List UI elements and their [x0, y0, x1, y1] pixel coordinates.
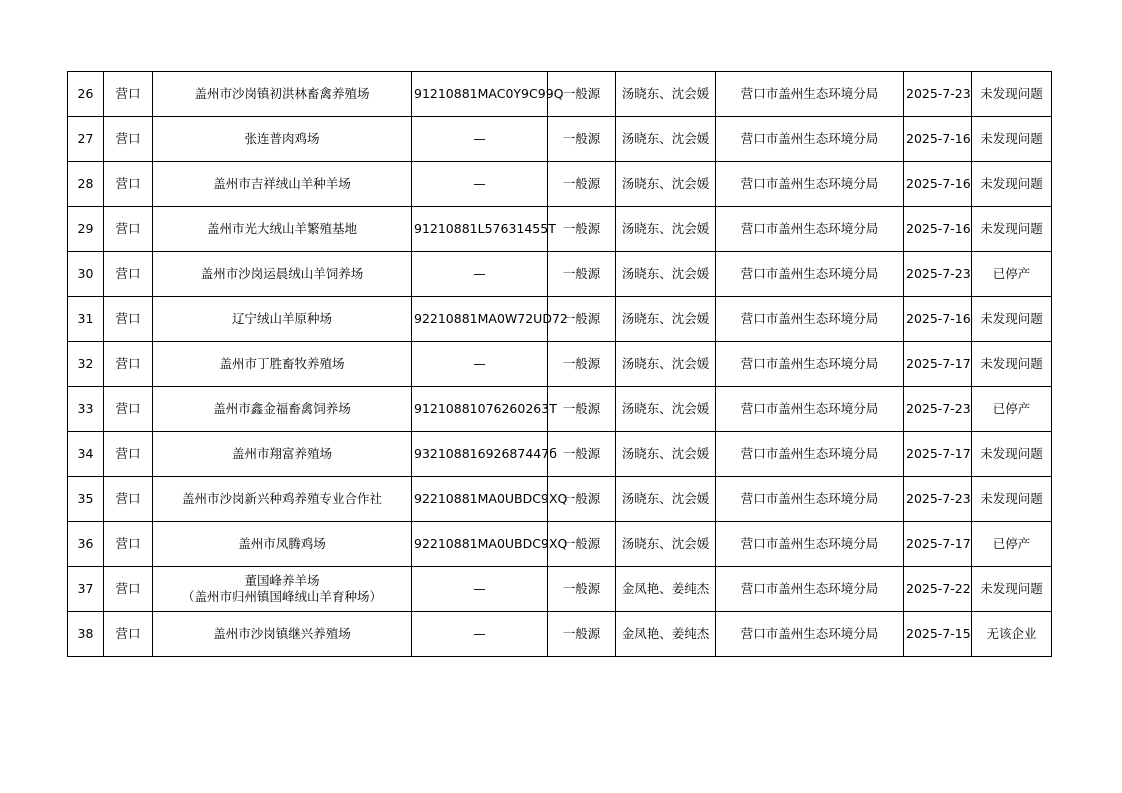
- enterprise-name-cell: 盖州市沙岗镇继兴养殖场: [153, 612, 412, 657]
- inspection-date-cell: 2025-7-16: [904, 117, 972, 162]
- row-number-cell: 32: [68, 342, 104, 387]
- inspectors-cell: 金凤艳、姜纯杰: [616, 567, 716, 612]
- inspectors-cell: 汤晓东、沈会媛: [616, 432, 716, 477]
- agency-cell: 营口市盖州生态环境分局: [716, 432, 904, 477]
- credit-code-cell: —: [412, 342, 548, 387]
- row-number-cell: 35: [68, 477, 104, 522]
- city-cell: 营口: [104, 207, 153, 252]
- credit-code-cell: —: [412, 117, 548, 162]
- credit-code-cell: 92210881MA0W72UD72: [412, 297, 548, 342]
- credit-code-cell: 91210881L57631455T: [412, 207, 548, 252]
- table-row: [68, 72, 1052, 117]
- credit-code-cell: —: [412, 252, 548, 297]
- row-number-cell: 29: [68, 207, 104, 252]
- table-row: [68, 252, 1052, 297]
- table-row: [68, 117, 1052, 162]
- agency-cell: 营口市盖州生态环境分局: [716, 162, 904, 207]
- inspectors-cell: 汤晓东、沈会媛: [616, 207, 716, 252]
- result-cell: 未发现问题: [972, 207, 1052, 252]
- table-body: [68, 72, 1052, 657]
- inspectors-cell: 汤晓东、沈会媛: [616, 297, 716, 342]
- inspectors-cell: 汤晓东、沈会媛: [616, 342, 716, 387]
- agency-cell: 营口市盖州生态环境分局: [716, 342, 904, 387]
- source-type-cell: 一般源: [548, 162, 616, 207]
- source-type-cell: 一般源: [548, 207, 616, 252]
- result-cell: 未发现问题: [972, 477, 1052, 522]
- inspection-date-cell: 2025-7-17: [904, 342, 972, 387]
- city-cell: 营口: [104, 612, 153, 657]
- source-type-cell: 一般源: [548, 297, 616, 342]
- source-type-cell: 一般源: [548, 477, 616, 522]
- enterprise-name-line2: （盖州市归州镇国峰绒山羊育种场）: [181, 589, 382, 604]
- city-cell: 营口: [104, 432, 153, 477]
- agency-cell: 营口市盖州生态环境分局: [716, 387, 904, 432]
- credit-code-cell: 92210881MA0UBDC9XQ: [412, 477, 548, 522]
- enterprise-name-cell: 辽宁绒山羊原种场: [153, 297, 412, 342]
- enterprise-name-cell: 盖州市吉祥绒山羊种羊场: [153, 162, 412, 207]
- inspection-date-cell: 2025-7-23: [904, 252, 972, 297]
- enterprise-name-cell: 盖州市鑫金福畜禽饲养场: [153, 387, 412, 432]
- result-cell: 无该企业: [972, 612, 1052, 657]
- row-number-cell: 30: [68, 252, 104, 297]
- agency-cell: 营口市盖州生态环境分局: [716, 567, 904, 612]
- inspectors-cell: 汤晓东、沈会媛: [616, 117, 716, 162]
- inspection-date-cell: 2025-7-23: [904, 477, 972, 522]
- inspection-date-cell: 2025-7-17: [904, 522, 972, 567]
- inspection-date-cell: 2025-7-23: [904, 387, 972, 432]
- result-cell: 未发现问题: [972, 162, 1052, 207]
- result-cell: 已停产: [972, 522, 1052, 567]
- city-cell: 营口: [104, 567, 153, 612]
- inspection-table: [67, 71, 1052, 657]
- city-cell: 营口: [104, 297, 153, 342]
- table-row: [68, 297, 1052, 342]
- enterprise-name-cell: 盖州市沙岗镇初洪林畜禽养殖场: [153, 72, 412, 117]
- row-number-cell: 36: [68, 522, 104, 567]
- enterprise-name-cell: 盖州市翔富养殖场: [153, 432, 412, 477]
- result-cell: 未发现问题: [972, 72, 1052, 117]
- inspection-date-cell: 2025-7-16: [904, 207, 972, 252]
- source-type-cell: 一般源: [548, 342, 616, 387]
- inspection-date-cell: 2025-7-15: [904, 612, 972, 657]
- city-cell: 营口: [104, 387, 153, 432]
- source-type-cell: 一般源: [548, 252, 616, 297]
- table-row: [68, 477, 1052, 522]
- row-number-cell: 27: [68, 117, 104, 162]
- row-number-cell: 38: [68, 612, 104, 657]
- city-cell: 营口: [104, 522, 153, 567]
- agency-cell: 营口市盖州生态环境分局: [716, 72, 904, 117]
- result-cell: 未发现问题: [972, 297, 1052, 342]
- agency-cell: 营口市盖州生态环境分局: [716, 477, 904, 522]
- inspection-date-cell: 2025-7-16: [904, 162, 972, 207]
- inspectors-cell: 汤晓东、沈会媛: [616, 72, 716, 117]
- result-cell: 未发现问题: [972, 117, 1052, 162]
- agency-cell: 营口市盖州生态环境分局: [716, 297, 904, 342]
- table-row: [68, 432, 1052, 477]
- credit-code-cell: 92210881MA0UBDC9XQ: [412, 522, 548, 567]
- city-cell: 营口: [104, 72, 153, 117]
- table-row: [68, 387, 1052, 432]
- enterprise-name-cell: 盖州市丁胜畜牧养殖场: [153, 342, 412, 387]
- inspectors-cell: 汤晓东、沈会媛: [616, 477, 716, 522]
- inspection-date-cell: 2025-7-17: [904, 432, 972, 477]
- enterprise-name-cell: 盖州市凤腾鸡场: [153, 522, 412, 567]
- enterprise-name-cell: [153, 567, 412, 612]
- city-cell: 营口: [104, 162, 153, 207]
- source-type-cell: 一般源: [548, 432, 616, 477]
- row-number-cell: 34: [68, 432, 104, 477]
- enterprise-name-cell: 张连普肉鸡场: [153, 117, 412, 162]
- agency-cell: 营口市盖州生态环境分局: [716, 252, 904, 297]
- table-row: [68, 567, 1052, 612]
- result-cell: 未发现问题: [972, 342, 1052, 387]
- row-number-cell: 31: [68, 297, 104, 342]
- result-cell: 已停产: [972, 252, 1052, 297]
- row-number-cell: 33: [68, 387, 104, 432]
- credit-code-cell: 91210881MAC0Y9C99Q: [412, 72, 548, 117]
- table-row: [68, 207, 1052, 252]
- inspectors-cell: 汤晓东、沈会媛: [616, 522, 716, 567]
- credit-code-cell: —: [412, 612, 548, 657]
- enterprise-name-cell: 盖州市光大绒山羊繁殖基地: [153, 207, 412, 252]
- result-cell: 未发现问题: [972, 567, 1052, 612]
- credit-code-cell: —: [412, 162, 548, 207]
- table-row: [68, 342, 1052, 387]
- table-row: [68, 612, 1052, 657]
- city-cell: 营口: [104, 252, 153, 297]
- inspectors-cell: 汤晓东、沈会媛: [616, 387, 716, 432]
- enterprise-name-cell: 盖州市沙岗运晨绒山羊饲养场: [153, 252, 412, 297]
- result-cell: 已停产: [972, 387, 1052, 432]
- agency-cell: 营口市盖州生态环境分局: [716, 207, 904, 252]
- inspectors-cell: 金凤艳、姜纯杰: [616, 612, 716, 657]
- agency-cell: 营口市盖州生态环境分局: [716, 117, 904, 162]
- source-type-cell: 一般源: [548, 387, 616, 432]
- credit-code-cell: —: [412, 567, 548, 612]
- inspection-date-cell: 2025-7-22: [904, 567, 972, 612]
- credit-code-cell: 91210881076260263T: [412, 387, 548, 432]
- source-type-cell: 一般源: [548, 522, 616, 567]
- agency-cell: 营口市盖州生态环境分局: [716, 612, 904, 657]
- inspectors-cell: 汤晓东、沈会媛: [616, 252, 716, 297]
- inspectors-cell: 汤晓东、沈会媛: [616, 162, 716, 207]
- table-row: [68, 522, 1052, 567]
- city-cell: 营口: [104, 342, 153, 387]
- source-type-cell: 一般源: [548, 117, 616, 162]
- inspection-date-cell: 2025-7-16: [904, 297, 972, 342]
- city-cell: 营口: [104, 117, 153, 162]
- inspection-date-cell: 2025-7-23: [904, 72, 972, 117]
- enterprise-name-cell: 盖州市沙岗新兴种鸡养殖专业合作社: [153, 477, 412, 522]
- credit-code-cell: 93210881692687447б: [412, 432, 548, 477]
- source-type-cell: 一般源: [548, 72, 616, 117]
- result-cell: 未发现问题: [972, 432, 1052, 477]
- source-type-cell: 一般源: [548, 567, 616, 612]
- agency-cell: 营口市盖州生态环境分局: [716, 522, 904, 567]
- city-cell: 营口: [104, 477, 153, 522]
- row-number-cell: 28: [68, 162, 104, 207]
- table-row: [68, 162, 1052, 207]
- source-type-cell: 一般源: [548, 612, 616, 657]
- row-number-cell: 37: [68, 567, 104, 612]
- enterprise-name-line1: 董国峰养羊场: [244, 573, 320, 588]
- row-number-cell: 26: [68, 72, 104, 117]
